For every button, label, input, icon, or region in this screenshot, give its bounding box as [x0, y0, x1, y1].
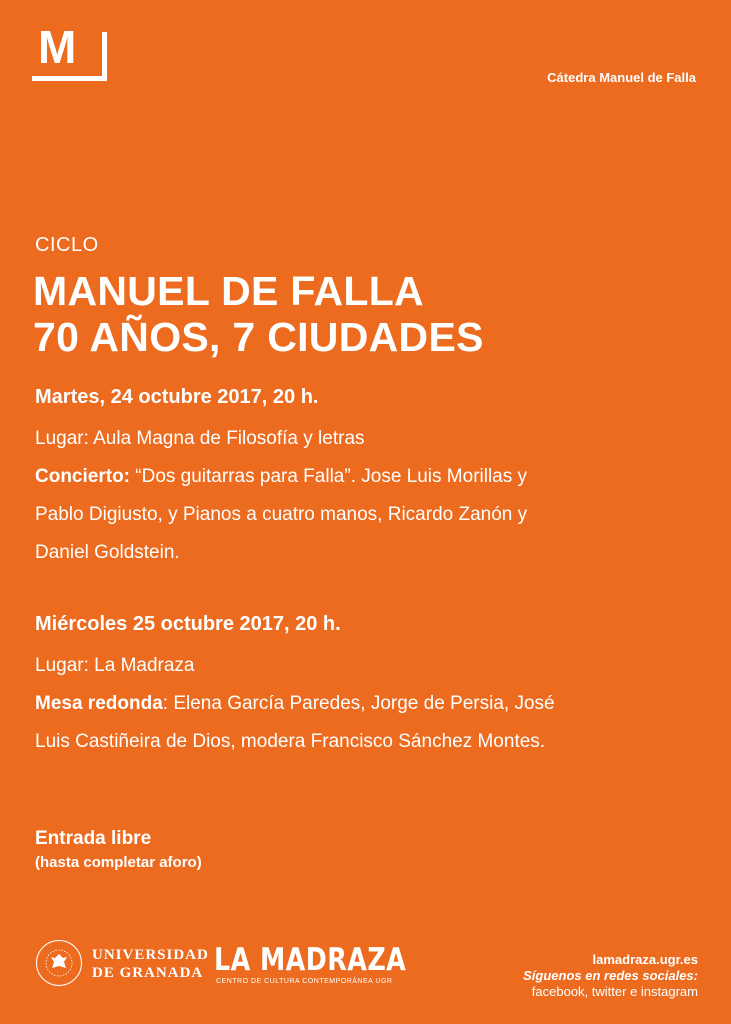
title-line-2: 70 AÑOS, 7 CIUDADES: [33, 314, 484, 360]
contact-info: [523, 952, 698, 1000]
madraza-name: LA MADRAZA: [214, 942, 407, 978]
series-kicker: CICLO: [35, 234, 99, 256]
madraza-logo: [214, 944, 448, 985]
event-place: Lugar: La Madraza: [35, 655, 195, 676]
ugr-seal-icon: [36, 940, 82, 986]
event-2: [35, 611, 675, 761]
ugr-line-1: UNIVERSIDAD: [92, 947, 209, 963]
entry-main: Entrada libre: [35, 828, 152, 849]
event-place: Lugar: Aula Magna de Filosofía y letras: [35, 428, 365, 449]
header-label: Cátedra Manuel de Falla: [547, 70, 696, 85]
event-desc-2: Luis Castiñeira de Dios, modera Francisco Sánchez Montes.: [35, 731, 546, 752]
social-list: facebook, twitter e instagram: [531, 984, 698, 999]
event-desc-2: Pablo Digiusto, y Pianos a cuatro manos, Ricardo Zanón y: [35, 504, 528, 525]
entry-info: [35, 826, 202, 874]
event-description: [35, 685, 675, 723]
ugr-line-2: DE GRANADA: [92, 965, 204, 981]
event-desc-1: “Dos guitarras para Falla”. Jose Luis Morillas y: [130, 466, 528, 487]
page-title: [33, 268, 484, 360]
madraza-tagline: CENTRO DE CULTURA CONTEMPORÁNEA UGR: [216, 978, 393, 985]
event-description: [35, 458, 675, 496]
event-kind: Concierto:: [35, 466, 130, 487]
event-kind: Mesa redonda: [35, 693, 163, 714]
event-1: [35, 384, 675, 572]
website-link[interactable]: lamadraza.ugr.es: [592, 952, 698, 967]
event-date: Miércoles 25 octubre 2017, 20 h.: [35, 613, 341, 635]
title-line-1: MANUEL DE FALLA: [33, 268, 424, 314]
ugr-logo: [36, 940, 209, 990]
social-title: Síguenos en redes sociales:: [523, 968, 698, 983]
event-desc-3: Daniel Goldstein.: [35, 542, 180, 563]
logo-letter: M: [38, 21, 77, 73]
event-desc-1: : Elena García Paredes, Jorge de Persia, José: [162, 693, 555, 714]
ugr-name: [92, 946, 209, 982]
entry-sub: (hasta completar aforo): [35, 854, 202, 871]
catedra-logo: [32, 21, 108, 86]
event-date: Martes, 24 octubre 2017, 20 h.: [35, 386, 319, 408]
